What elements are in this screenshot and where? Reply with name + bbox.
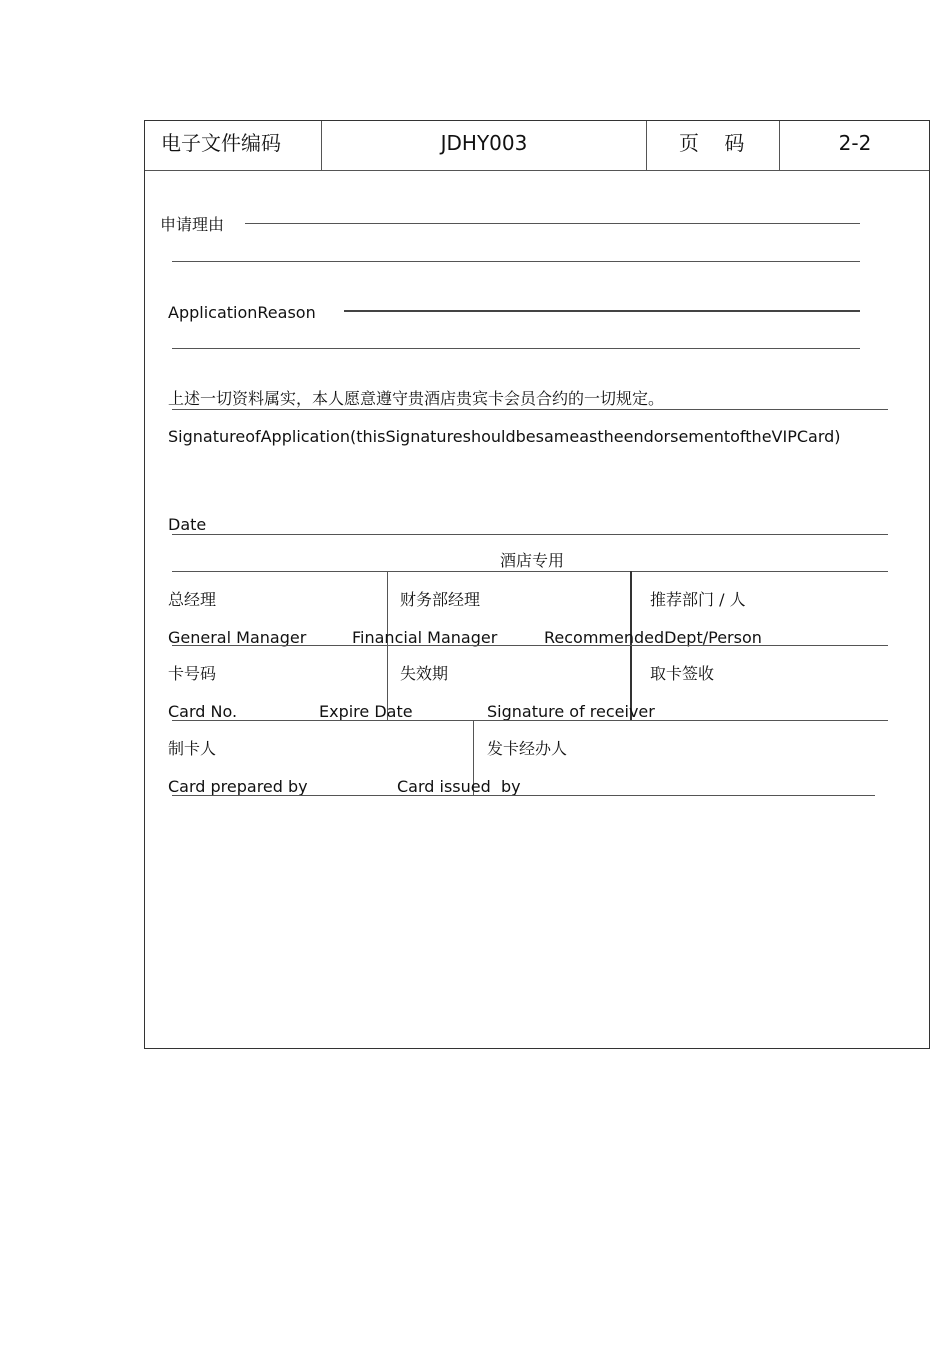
date-label: Date [168,515,207,534]
page-label: 页 码 [679,131,745,155]
row-rule-2 [172,720,888,721]
receiver-label-zh: 取卡签收 [650,664,715,683]
expire-label-en: Expire Date [319,702,413,721]
cardno-label-en: Card No. [168,702,238,721]
reason-line-4[interactable] [172,348,860,349]
page-value: 2-2 [838,131,872,155]
row-rule-1 [172,645,888,646]
fm-label-en: Financial Manager [352,628,498,647]
declaration-rule [172,409,888,410]
issued-label-en: Card issued by [397,777,521,796]
gm-label-zh: 总经理 [168,590,217,609]
signature-label: SignatureofApplication(thisSignatureshouldbesameastheendorsementoftheVIPCard) [168,427,841,446]
cardno-label-zh: 卡号码 [168,664,217,683]
date-line[interactable] [172,534,888,535]
fm-label-zh: 财务部经理 [400,590,481,609]
reason-line-1[interactable] [245,223,860,224]
row-rule-3 [172,795,875,796]
rec-label-zh: 推荐部门 / 人 [650,590,746,609]
expire-label-zh: 失效期 [400,664,449,683]
receiver-label-en: Signature of receiver [487,702,655,721]
form-frame [144,120,930,1049]
header-divider [646,121,647,171]
header-bottom-rule [145,170,929,171]
rec-label-en: RecommendedDept/Person [544,628,762,647]
reason-line-2[interactable] [172,261,860,262]
doc-code-value: JDHY003 [440,131,528,155]
gm-label-en: General Manager [168,628,307,647]
reason-label-en: ApplicationReason [168,303,316,322]
hotel-use-rule [172,571,888,572]
hotel-use-heading: 酒店专用 [500,551,565,570]
issued-label-zh: 发卡经办人 [487,739,568,758]
prepared-label-zh: 制卡人 [168,739,217,758]
reason-label-zh: 申请理由 [160,215,225,234]
doc-code-label: 电子文件编码 [161,131,281,155]
prepared-label-en: Card prepared by [168,777,308,796]
reason-line-3[interactable] [344,310,860,312]
declaration-text: 上述一切资料属实，本人愿意遵守贵酒店贵宾卡会员合约的一切规定。 [168,389,665,408]
